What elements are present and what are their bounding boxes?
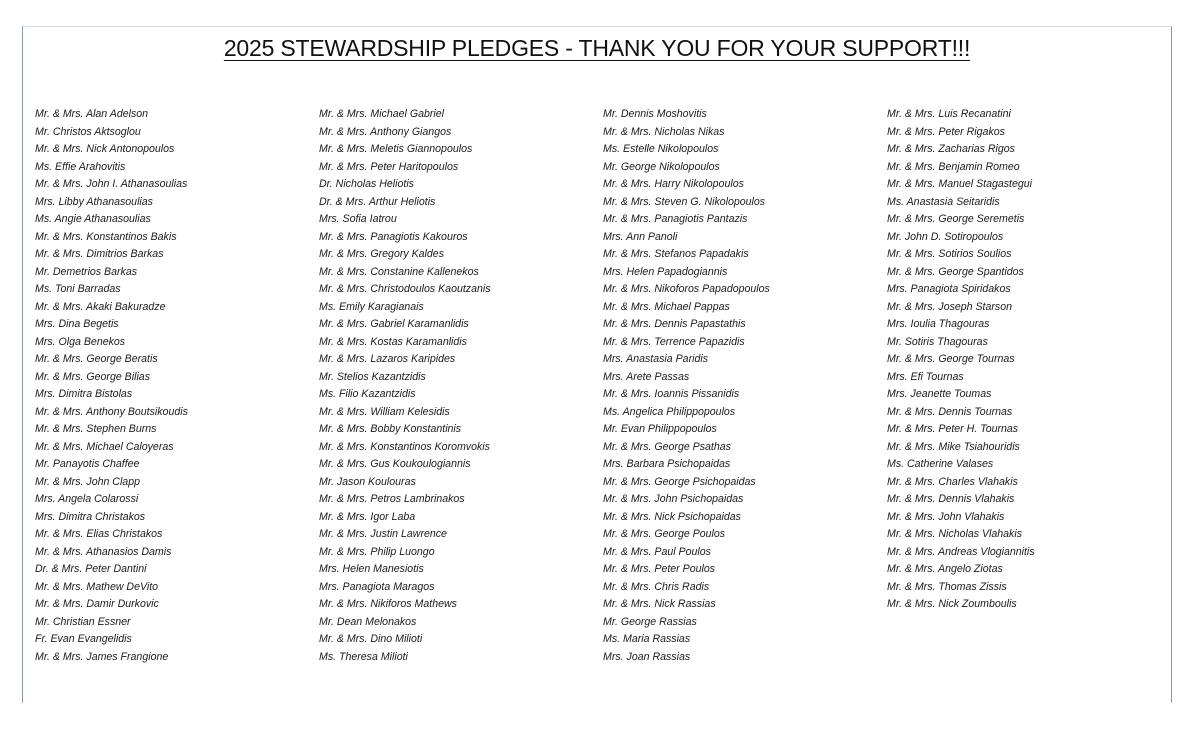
pledge-name: Mr. & Mrs. Nikoforos Papadopoulos [603,283,770,295]
pledge-name: Mr. & Mrs. Nick Rassias [603,598,716,610]
pledge-name: Mr. & Mrs. Nikiforos Mathews [319,598,457,610]
pledge-name: Mr. & Mrs. Mike Tsiahouridis [887,440,1020,453]
pledge-name: Mr. & Mrs. George Psichopaidas [603,475,756,488]
pledge-name: Mr. & Mrs. Panagiotis Pantazis [603,213,748,225]
pledge-name: Mr. & Mrs. Peter Poulos [603,563,716,575]
pledge-name: Dr. & Mrs. Arthur Heliotis [319,195,436,208]
pledge-name: Mrs. Panagiota Spiridakos [887,283,1011,295]
pledge-name: Mr. & Mrs. Konstantinos Bakis [35,230,177,243]
pledge-name: Mr. & Mrs. Nicholas Nikas [603,125,725,138]
pledge-name: Mr. & Mrs. Michael Caloyeras [35,440,174,453]
pledge-name: Mr. Evan Philippopoulos [603,423,717,435]
pledge-name: Mr. & Mrs. Justin Lawrence [319,528,447,540]
pledge-name: Mr. & Mrs. Peter Rigakos [887,125,1005,138]
pledge-name: Mrs. Anastasia Paridis [603,353,708,365]
pledge-name: Mr. & Mrs. John I. Athanasoulias [35,178,188,190]
pledge-name: Mr. & Mrs. George Spantidos [887,265,1024,278]
pledge-name: Mrs. Arete Passas [603,370,690,383]
pledge-name: Mr. & Mrs. Dennis Tournas [887,405,1013,418]
pledge-name: Mr. & Mrs. George Psathas [603,440,731,453]
pledge-name: Dr. Nicholas Heliotis [319,178,414,190]
pledge-name: Mrs. Ioulia Thagouras [887,318,990,330]
pledge-name: Mr. & Mrs. James Frangione [35,650,169,663]
page-title: 2025 STEWARDSHIP PLEDGES - THANK YOU FOR YOUR SUPPORT!!! [223,35,971,61]
pledge-name: Mr. & Mrs. Peter Haritopoulos [319,160,459,173]
pledge-name: Mr. John D. Sotiropoulos [887,230,1004,243]
pledge-name: Mrs. Helen Papadogiannis [603,265,728,278]
pledge-name: Mr. Christos Aktsoglou [35,125,141,138]
pledge-name: Mr. & Mrs. George Seremetis [887,213,1025,225]
pledge-name: Mr. & Mrs. Michael Gabriel [319,108,444,120]
pledge-name: Mrs. Helen Manesiotis [319,563,424,575]
pledge-name: Mr. & Mrs. Chris Radis [603,580,710,593]
pledge-name: Mrs. Barbara Psichopaidas [603,458,731,470]
pledge-name: Mrs. Dimitra Christakos [35,510,146,523]
pledge-name: Mr. & Mrs. George Beratis [35,353,158,365]
pledge-name: Mr. & Mrs. Dino Milioti [319,633,423,645]
pledge-name: Mrs. Jeanette Toumas [887,388,992,400]
pledge-name: Mr. Demetrios Barkas [35,265,138,278]
pledge-name: Mr. & Mrs. Stephen Burns [35,423,157,435]
pledge-name: Mrs. Angela Colarossi [35,493,139,505]
pledge-name: Ms. Anastasia Seitaridis [887,195,1000,208]
pledge-name: Mr. & Mrs. Gabriel Karamanlidis [319,318,469,330]
pledge-name: Ms. Emily Karagianais [319,300,424,313]
pledge-name: Mr. George Rassias [603,615,697,628]
pledge-name: Ms. Filio Kazantzidis [319,388,416,400]
pledge-name: Mr. & Mrs. Philip Luongo [319,545,435,558]
pledge-name: Mrs. Sofia Iatrou [319,213,397,225]
pledge-name: Mr. & Mrs. Sotirios Soulios [887,248,1012,260]
pledge-name: Mr. & Mrs. Charles Vlahakis [887,475,1018,488]
pledge-column-4 [887,106,1035,614]
pledge-name: Mr. & Mrs. John Vlahakis [887,510,1005,523]
pledge-name: Mr. & Mrs. Gus Koukoulogiannis [319,458,471,470]
pledge-name: Mr. Stelios Kazantzidis [319,370,426,383]
pledge-name: Mrs. Panagiota Maragos [319,580,435,593]
pledge-name: Mr. & Mrs. Peter H. Tournas [887,423,1019,435]
pledge-name: Ms. Effie Arahovitis [35,160,126,173]
pledge-name: Mr. & Mrs. Angelo Ziotas [887,563,1003,575]
pledge-name: Ms. Angie Athanasoulias [35,213,151,225]
pledge-list [319,106,491,666]
pledge-name: Mrs. Dina Begetis [35,318,119,330]
pledge-name: Ms. Theresa Milioti [319,650,408,663]
pledge-name: Mr. Christian Essner [35,615,131,628]
pledge-name: Dr. & Mrs. Peter Dantini [35,563,147,575]
pledge-name: Mr. & Mrs. George Poulos [603,528,726,540]
pledge-name: Ms. Maria Rassias [603,633,691,645]
pledge-column-1 [35,106,188,666]
pledge-name: Mr. & Mrs. Konstantinos Koromvokis [319,440,490,453]
pledge-name: Mr. & Mrs. Akaki Bakuradze [35,300,166,313]
pledge-name: Mr. Panayotis Chaffee [35,458,140,470]
pledge-name: Mrs. Dimitra Bistolas [35,388,133,400]
pledge-name: Mr. & Mrs. Stefanos Papadakis [603,248,749,260]
pledge-list [603,106,770,666]
pledge-name: Mr. & Mrs. Nick Zoumboulis [887,598,1017,610]
pledge-list [887,106,1035,614]
pledge-name: Mr. & Mrs. Kostas Karamanlidis [319,335,467,348]
pledge-name: Mr. & Mrs. Christodoulos Kaoutzanis [319,283,491,295]
pledge-name: Mr. & Mrs. Meletis Giannopoulos [319,143,473,155]
pledge-name: Mr. & Mrs. Nick Psichopaidas [603,510,741,523]
pledge-name: Mrs. Efi Tournas [887,370,964,383]
pledge-name: Mr. Dean Melonakos [319,615,417,628]
pledge-name: Mr. & Mrs. Dennis Papastathis [603,318,746,330]
pledge-name: Mrs. Libby Athanasoulias [35,195,153,208]
document-frame [22,26,1172,703]
pledge-name: Mr. & Mrs. John Psichopaidas [603,493,744,505]
pledge-name: Mr. & Mrs. Dennis Vlahakis [887,493,1015,505]
pledge-name: Mr. & Mrs. Michael Pappas [603,300,730,313]
pledge-name: Mrs. Ann Panoli [603,230,678,243]
pledge-name: Mr. & Mrs. Mathew DeVito [35,580,159,593]
pledge-name: Mr. & Mrs. Steven G. Nikolopoulos [603,195,766,208]
pledge-name: Mrs. Joan Rassias [603,650,691,663]
pledge-name: Mr. & Mrs. Damir Durkovic [35,598,159,610]
pledge-column-2 [319,106,491,666]
pledge-name: Mr. & Mrs. Bobby Konstantinis [319,423,462,435]
pledge-name: Mr. & Mrs. Elias Christakos [35,528,163,540]
pledge-name: Mr. & Mrs. Zacharias Rigos [887,143,1015,155]
pledge-name: Mr. & Mrs. Dimitrios Barkas [35,248,164,260]
pledge-name: Mr. & Mrs. Lazaros Karipides [319,353,456,365]
pledge-name: Mr. Dennis Moshovitis [603,108,707,120]
pledge-name: Mr. & Mrs. Panagiotis Kakouros [319,230,468,243]
pledge-name: Mr. & Mrs. Ioannis Pissanidis [603,388,740,400]
pledge-name: Mr. & Mrs. Benjamin Romeo [887,160,1020,173]
pledge-name: Ms. Estelle Nikolopoulos [603,143,719,155]
pledge-name: Mr. & Mrs. Paul Poulos [603,545,711,558]
pledge-name: Ms. Catherine Valases [887,458,994,470]
pledge-name: Mr. Sotiris Thagouras [887,335,988,348]
pledge-name: Mr. & Mrs. Anthony Giangos [319,125,452,138]
pledge-name: Mr. & Mrs. Andreas Vlogiannitis [887,545,1035,558]
pledge-name: Mr. & Mrs. William Kelesidis [319,405,450,418]
pledge-name: Ms. Toni Barradas [35,283,121,295]
pledge-name: Mr. & Mrs. George Bilias [35,370,150,383]
pledge-name: Mr. & Mrs. Constanine Kallenekos [319,265,479,278]
pledge-name: Mr. & Mrs. George Tournas [887,353,1015,365]
pledge-name: Fr. Evan Evangelidis [35,633,132,645]
pledge-name: Mr. & Mrs. Terrence Papazidis [603,335,745,348]
pledge-name: Mr. & Mrs. Joseph Starson [887,300,1013,313]
pledge-name: Mr. & Mrs. Anthony Boutsikoudis [35,405,188,418]
pledge-name: Mr. & Mrs. Luis Recanatini [887,108,1011,120]
pledge-name: Mr. & Mrs. Alan Adelson [35,108,149,120]
pledge-name: Mr. & Mrs. Thomas Zissis [887,580,1007,593]
pledge-name: Mr. & Mrs. Manuel Stagastegui [887,178,1033,190]
pledge-name: Mr. & Mrs. Nicholas Vlahakis [887,528,1023,540]
pledge-name: Ms. Angelica Philippopoulos [603,405,736,418]
pledge-name: Mr. Jason Koulouras [319,475,416,488]
pledge-name: Mr. & Mrs. Igor Laba [319,510,416,523]
pledge-name: Mrs. Olga Benekos [35,335,126,348]
pledge-column-3 [603,106,770,666]
pledge-name: Mr. & Mrs. Nick Antonopoulos [35,143,175,155]
pledge-list [35,106,188,666]
pledge-name: Mr. & Mrs. Athanasios Damis [35,545,172,558]
pledge-name: Mr. & Mrs. John Clapp [35,475,140,488]
pledge-name: Mr. & Mrs. Petros Lambrinakos [319,493,465,505]
pledge-name: Mr. & Mrs. Harry Nikolopoulos [603,178,744,190]
pledge-name: Mr. & Mrs. Gregory Kaldes [319,248,444,260]
pledge-name: Mr. George Nikolopoulos [603,160,720,173]
